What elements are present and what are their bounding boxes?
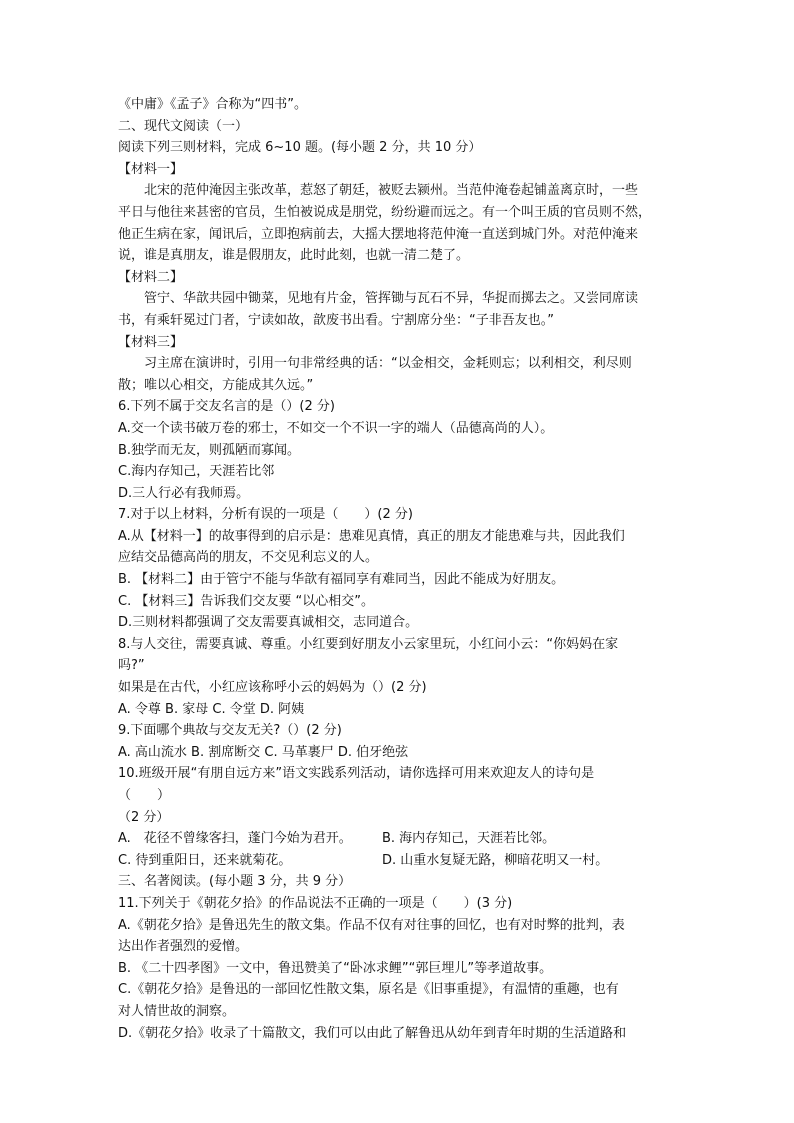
option-b: B. 海内存知己，天涯若比邻。	[382, 831, 556, 847]
question-line: 11.下列关于《朝花夕拾》的作品说法不正确的一项是（ ）(3 分)	[118, 895, 513, 911]
option-line: B. 《二十四孝图》一文中，鲁迅赞美了“卧冰求鲤”“郭巨埋儿”等孝道故事。	[118, 960, 553, 976]
option-line: B. 【材料二】由于管宁不能与华歆有福同享有难同当，因此不能成为好朋友。	[118, 572, 565, 588]
option-c: C. 待到重阳日，还来就菊花。	[118, 852, 292, 868]
text-line: 《中庸》《孟子》合称为“四书”。	[118, 97, 307, 112]
paragraph-line: 他正生病在家，闻讯后，立即抱病前去，大摇大摆地将范仲淹一直送到城门外。对范仲淹来	[118, 226, 639, 242]
paragraph-line: 习主席在演讲时，引用一句非常经典的话：“以金相交，金耗则忘；以利相交，利尽则	[144, 356, 632, 372]
paragraph-line: 管宁、华歆共园中锄菜，见地有片金，管挥锄与瓦石不异，华捉而掷去之。又尝同席读	[144, 291, 639, 307]
material-heading: 【材料三】	[118, 334, 184, 350]
question-line: 7.对于以上材料，分析有误的一项是（ ）(2 分)	[118, 507, 413, 523]
question-line: （2 分）	[118, 809, 170, 825]
section-heading: 二、现代文阅读（一）	[118, 118, 249, 134]
option-row	[118, 850, 678, 872]
option-line: 应结交品德高尚的朋友，不交见利忘义的人。	[118, 550, 379, 566]
paragraph-line: 书，有乘轩冕过门者，宁读如故，歆废书出看。宁割席分坐：“子非吾友也。”	[118, 312, 554, 328]
option-line: A. 令尊 B. 家母 C. 令堂 D. 阿姨	[118, 701, 305, 717]
option-line: C.《朝花夕拾》是鲁迅的一部回忆性散文集，原名是《旧事重提》，有温情的重趣，也有	[118, 982, 619, 998]
option-line: B.独学而无友，则孤陋而寡闻。	[118, 442, 301, 458]
question-line: 6.下列不属于交友名言的是（）(2 分)	[118, 399, 335, 415]
option-line: A.从【材料一】的故事得到的启示是：患难见真情，真正的朋友才能患难与共，因此我们	[118, 528, 625, 544]
option-row	[118, 828, 678, 850]
option-line: D.《朝花夕拾》收录了十篇散文，我们可以由此了解鲁迅从幼年到青年时期的生活道路和	[118, 1025, 627, 1041]
option-line: C. 【材料三】告诉我们交友要 “以心相交”。	[118, 593, 374, 609]
option-a: A. 花径不曾缘客扫，蓬门今始为君开。	[118, 831, 352, 847]
option-line: D.三人行必有我师焉。	[118, 485, 250, 501]
section-heading: 三、名著阅读。(每小题 3 分，共 9 分）	[118, 874, 352, 890]
question-line: 9.下面哪个典故与交友无关?（）(2 分)	[118, 723, 342, 739]
option-line: A. 高山流水 B. 割席断交 C. 马革裹尸 D. 伯牙绝弦	[118, 744, 409, 760]
option-line: A.《朝花夕拾》是鲁迅先生的散文集。作品不仅有对往事的回忆，也有对时弊的批判，表	[118, 917, 625, 933]
option-d: D. 山重水复疑无路，柳暗花明又一村。	[382, 852, 609, 868]
paragraph-line: 北宋的范仲淹因主张改革，惹怒了朝廷，被贬去颍州。当范仲淹卷起铺盖离京时，一些	[144, 183, 639, 199]
question-line: 8.与人交往，需要真诚、尊重。小红要到好朋友小云家里玩，小红问小云：“你妈妈在家	[118, 636, 619, 652]
paragraph-line: 说，谁是真朋友，谁是假朋友，此时此刻，也就一清二楚了。	[118, 248, 470, 264]
question-line: 10.班级开展“有朋自远方来”语文实践系列活动，请你选择可用来欢迎友人的诗句是	[118, 766, 595, 782]
option-line: 达出作者强烈的爱憎。	[118, 939, 249, 955]
paragraph-line: 散；唯以心相交，方能成其久远。”	[118, 377, 314, 393]
option-line: A.交一个读书破万卷的邪士，不如交一个不识一字的端人（品德高尚的人）。	[118, 420, 554, 436]
exam-page	[118, 94, 678, 1044]
question-line: （ ）	[118, 788, 171, 803]
option-line: D.三则材料都强调了交友需要真诚相交，志同道合。	[118, 615, 419, 631]
material-heading: 【材料一】	[118, 161, 184, 177]
question-line: 吗?”	[118, 658, 145, 674]
instruction-line: 阅读下列三则材料，完成 6~10 题。(每小题 2 分，共 10 分）	[118, 140, 482, 156]
material-heading: 【材料二】	[118, 269, 184, 285]
question-line: 如果是在古代，小红应该称呼小云的妈妈为（）(2 分)	[118, 680, 427, 696]
option-line: C.海内存知己，天涯若比邻	[118, 464, 275, 480]
paragraph-line: 平日与他往来甚密的官员，生怕被说成是朋党，纷纷避而远之。有一个叫王质的官员则不然，	[118, 204, 652, 220]
option-line: 对人情世故的洞察。	[118, 1003, 236, 1019]
